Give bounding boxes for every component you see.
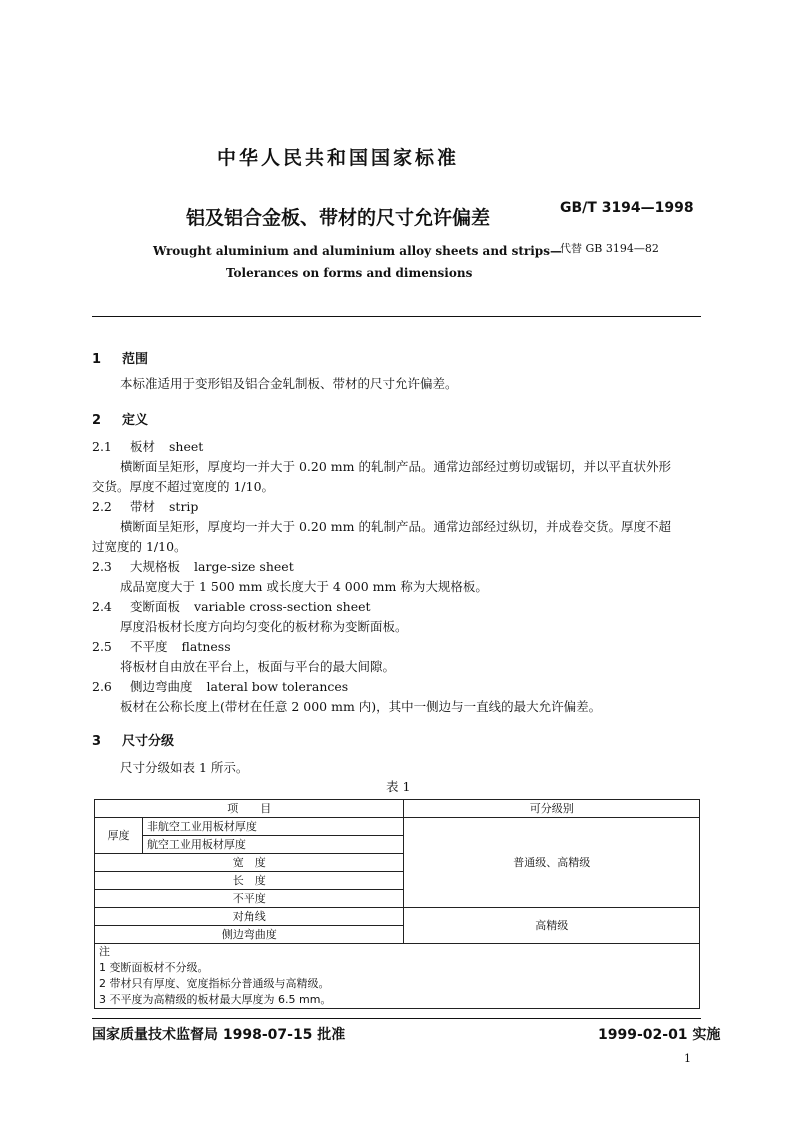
- row-width: 宽 度: [95, 854, 404, 872]
- definition-2-1-heading: 2.1 板材 sheet: [92, 439, 204, 454]
- thickness-cell: 厚度: [95, 818, 143, 854]
- table-1: [94, 799, 700, 1009]
- definition-2-6-line1: 板材在公称长度上(带材在任意 2 000 mm 内)，其中一侧边与一直线的最大允许偏差。: [120, 699, 602, 714]
- row-length: 长 度: [95, 872, 404, 890]
- header-divider: [92, 316, 701, 317]
- notes-title: 注: [99, 945, 110, 958]
- definition-2-1-line2: 交货。厚度不超过宽度的 1/10。: [92, 479, 275, 494]
- note-1: 1 变断面板材不分级。: [99, 961, 209, 974]
- definition-2-4-heading: 2.4 变断面板 variable cross-section sheet: [92, 599, 371, 614]
- header-item: 项 目: [95, 800, 404, 818]
- section-3-text: 尺寸分级如表 1 所示。: [120, 760, 249, 775]
- replaces-code: 代替 GB 3194—82: [560, 242, 659, 255]
- page-number: 1: [684, 1052, 691, 1065]
- document-title-cn: 铝及铝合金板、带材的尺寸允许偏差: [185, 207, 490, 229]
- grade-high: 高精级: [404, 908, 700, 944]
- note-3: 3 不平度为高精级的板材最大厚度为 6.5 mm。: [99, 993, 332, 1006]
- standard-code: GB/T 3194—1998: [560, 200, 694, 216]
- definition-2-2-line2: 过宽度的 1/10。: [92, 539, 187, 554]
- row-aero-thickness: 航空工业用板材厚度: [142, 836, 404, 854]
- national-standard-heading: 中华人民共和国国家标准: [216, 147, 459, 169]
- table-row: [95, 800, 700, 818]
- implementation-date: 1999-02-01 实施: [598, 1027, 721, 1043]
- definition-2-2-heading: 2.2 带材 strip: [92, 499, 199, 514]
- definition-2-2-line1: 横断面呈矩形，厚度均一并大于 0.20 mm 的轧制产品。通常边部经过纵切，并成卷交货。厚度不超: [120, 519, 671, 534]
- section-1-text: 本标准适用于变形铝及铝合金轧制板、带材的尺寸允许偏差。: [120, 376, 458, 391]
- definition-2-3-heading: 2.3 大规格板 large-size sheet: [92, 559, 294, 574]
- row-nonaero-thickness: 非航空工业用板材厚度: [142, 818, 404, 836]
- definition-2-3-line1: 成品宽度大于 1 500 mm 或长度大于 4 000 mm 称为大规格板。: [120, 579, 488, 594]
- definition-2-5-heading: 2.5 不平度 flatness: [92, 639, 231, 654]
- grade-normal-high: 普通级、高精级: [404, 818, 700, 908]
- section-2-heading: 2 定义: [92, 413, 149, 428]
- definition-2-6-heading: 2.6 侧边弯曲度 lateral bow tolerances: [92, 679, 349, 694]
- header-grade: 可分级别: [404, 800, 700, 818]
- section-3-heading: 3 尺寸分级: [92, 734, 175, 749]
- document-title-en-line1: Wrought aluminium and aluminium alloy sheets and strips—: [153, 244, 562, 258]
- row-flatness: 不平度: [95, 890, 404, 908]
- row-lateral-bow: 侧边弯曲度: [95, 926, 404, 944]
- table-1-caption: 表 1: [386, 779, 411, 794]
- document-title-en-line2: Tolerances on forms and dimensions: [226, 266, 473, 280]
- footer-divider: [92, 1018, 701, 1019]
- table-row: [95, 908, 700, 926]
- definition-2-5-line1: 将板材自由放在平台上，板面与平台的最大间隙。: [120, 659, 396, 674]
- approval-note: 国家质量技术监督局 1998-07-15 批准: [92, 1027, 346, 1043]
- definition-2-4-line1: 厚度沿板材长度方向均匀变化的板材称为变断面板。: [120, 619, 408, 634]
- table-notes-row: [95, 944, 700, 1009]
- table-row: [95, 818, 700, 836]
- row-diagonal: 对角线: [95, 908, 404, 926]
- definition-2-1-line1: 横断面呈矩形，厚度均一并大于 0.20 mm 的轧制产品。通常边部经过剪切或锯切，并以平直状外形: [120, 459, 671, 474]
- note-2: 2 带材只有厚度、宽度指标分普通级与高精级。: [99, 977, 330, 990]
- section-1-heading: 1 范围: [92, 352, 149, 367]
- table-notes: [95, 944, 700, 1009]
